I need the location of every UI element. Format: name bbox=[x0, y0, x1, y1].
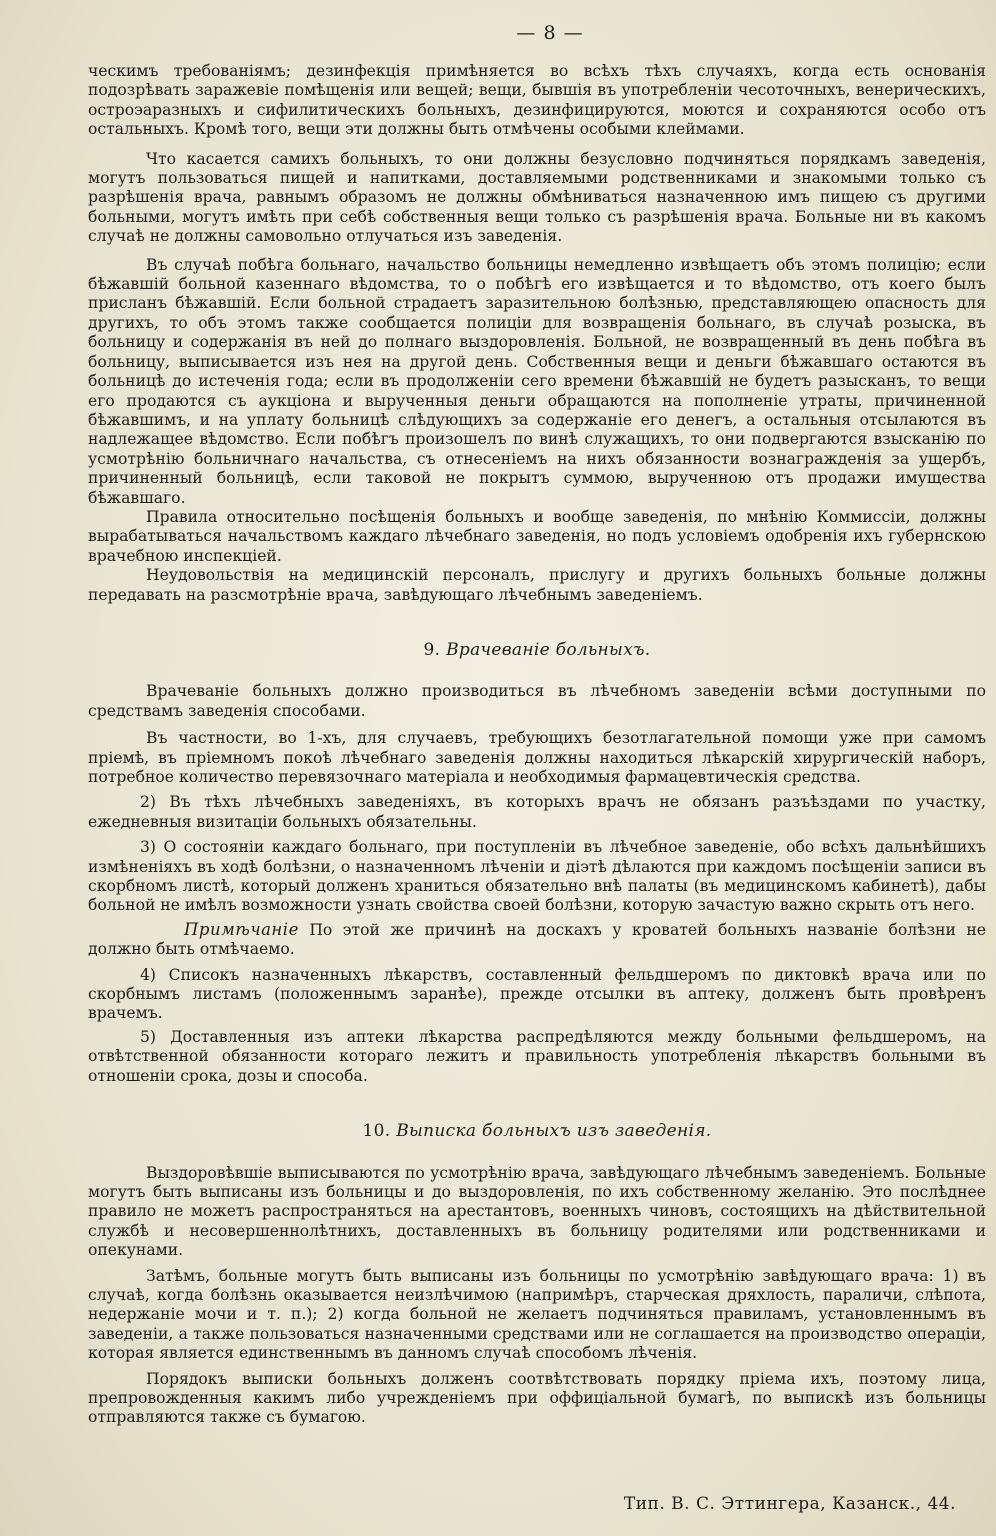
section-9-item-2: 2) Въ тѣхъ лѣчебныхъ заведеніяхъ, въ которыхъ врачъ не обязанъ разъѣздами по участку, ежедневныя визитаціи больныхъ обязательны. bbox=[88, 793, 986, 831]
section-9-item-5: 5) Доставленныя изъ аптеки лѣкарства распредѣляются между больными фельдшеромъ, на отвѣтственной обязанности котораго лежитъ и правильность употребленія лѣкарствъ больными въ отношеніи срока, дозы и способа. bbox=[88, 1027, 986, 1085]
section-9-title: Врачеваніе больныхъ. bbox=[446, 639, 651, 660]
page-number: — 8 — bbox=[516, 22, 584, 44]
section-9-item-3: 3) О состояніи каждаго больнаго, при поступленіи въ лѣчебное заведеніе, обо всѣхъ дальнѣйшихъ измѣненіяхъ въ ходѣ болѣзни, о назначенномъ лѣченіи и діэтѣ дѣлаются при каждомъ посѣщеніи записи въ скорбномъ листѣ, который долженъ храниться обязательно внѣ палаты (въ медицинскомъ кабинетѣ), дабы больной не имѣлъ возможности узнать свойства своей болѣзни, которую зачастую важно скрыть отъ него. bbox=[88, 838, 986, 915]
printer-imprint: Тип. В. С. Эттингера, Казанск., 44. bbox=[623, 1494, 956, 1514]
section-10-title: Выписка больныхъ изъ заведенія. bbox=[396, 1121, 712, 1142]
paragraph-escape: Въ случаѣ побѣга больнаго, начальство больницы немедленно извѣщаетъ объ этомъ полицію; если бѣжавшій больной казеннаго вѣдомства, то о побѣгѣ его извѣщается и то вѣдомство, отъ коего былъ присланъ бѣжавшій. Если больной страдаетъ заразительною болѣзнью, представляющею опасность для другихъ, то объ этомъ также сообщается полиціи для возвращенія больнаго, въ случаѣ розыска, въ больницу и содержанія въ ней до полнаго выздоровленія. Больной, не возвращенный въ день побѣга въ больницу, выписывается изъ нея на другой день. Собственныя вещи и деньги бѣжавшаго остаются въ больницѣ до истеченія года; если въ продолженіи сего времени бѣжавшій не будетъ разысканъ, то вещи его продаются съ аукціона и вырученныя деньги обращаются на пополненіе утраты, причиненной бѣжавшимъ, и на уплату больницѣ слѣдующихъ за содержаніе его денегъ, а остальныя отсылаются въ надлежащее вѣдомство. Если побѣгъ произошелъ по винѣ служащихъ, то они подвергаются взысканію по усмотрѣнію больничнаго начальства, съ отнесеніемъ на нихъ обязанности вознагражденія за ущербъ, причиненный больницѣ, если таковой не покрытъ суммою, вырученною отъ продажи имущества бѣжавшаго. bbox=[88, 255, 986, 507]
section-9-note bbox=[88, 920, 986, 960]
section-9-heading bbox=[88, 641, 986, 660]
section-10-number: 10. bbox=[362, 1121, 391, 1142]
section-9-item-4: 4) Списокъ назначенныхъ лѣкарствъ, составленный фельдшеромъ по диктовкѣ врача или по скорбнымъ листамъ (положеннымъ заранѣе), прежде отсылки въ аптеку, долженъ быть провѣренъ врачемъ. bbox=[88, 965, 986, 1023]
paragraph-visiting-rules: Правила относительно посѣщенія больныхъ и вообще заведенія, по мнѣнію Коммиссіи, должны вырабатываться начальствомъ каждаго лѣчебнаго заведенія, но подъ условіемъ одобренія ихъ губернскою врачебною инспекціей. bbox=[88, 507, 986, 565]
paragraph-continuation: ческимъ требованіямъ; дезинфекція примѣняется во всѣхъ тѣхъ случаяхъ, когда есть основанія подозрѣвать заражевіе помѣщенія или вещей; вещи, бывшія въ употребленіи чесоточныхъ, венерическихъ, остроэаразныхъ и сифилитическихъ больныхъ, дезинфицируются, моются и сохраняются особо отъ остальныхъ. Кромѣ того, вещи эти должны быть отмѣчены особыми клеймами. bbox=[88, 62, 986, 139]
paragraph-patients-rules: Что касается самихъ больныхъ, то они должны безусловно подчиняться порядкамъ заведенія, могутъ пользоваться пищей и напитками, доставляемыми родственниками и знакомыми только съ разрѣшенія врача, равнымъ образомъ не должны обмѣниваться назначенною имъ пищею съ другими больными, могутъ имѣть при себѣ собственныя вещи только съ разрѣшенія врача. Больные ни въ какомъ случаѣ не должны самовольно отлучаться изъ заведенія. bbox=[88, 149, 986, 246]
paragraph-complaints: Неудовольствія на медицинскій персоналъ, прислугу и другихъ больныхъ больные должны передавать на разсмотрѣніе врача, завѣдующаго лѣчебнымъ заведеніемъ. bbox=[88, 566, 986, 604]
section-10-paragraph: Выздоровѣвшіе выписываются по усмотрѣнію врача, завѣдующаго лѣчебнымъ заведеніемъ. Больные могутъ быть выписаны изъ больницы и до выздоровленія, по ихъ собственному желанію. Это послѣднее правило не можетъ распространяться на арестантовъ, военныхъ чиновъ, состоящихъ на дѣйствительной службѣ и несовершеннолѣтнихъ, доставленныхъ въ больницу родителями или родственниками и опекунами. bbox=[88, 1163, 986, 1260]
note-text: По этой же причинѣ на доскахъ у кроватей больныхъ названіе болѣзни не должно быть отмѣчаемо. bbox=[88, 920, 986, 959]
section-10-paragraph: Затѣмъ, больные могутъ быть выписаны изъ больницы по усмотрѣнію завѣдующаго врача: 1) въ случаѣ, когда болѣзнь оказывается неизлѣчимою (напримѣръ, старческая дряхлость, параличи, слѣпота, недержаніе мочи и т. п.); 2) когда больной не желаетъ подчиняться правиламъ, установленнымъ въ заведеніи, а также пользоваться назначенными средствами или не соглашается на производство операціи, которая является единственнымъ въ данномъ случаѣ способомъ лѣченія. bbox=[88, 1266, 986, 1363]
section-10-heading bbox=[88, 1122, 986, 1141]
page-content bbox=[88, 62, 986, 1428]
section-9-number: 9. bbox=[423, 639, 441, 660]
section-9-paragraph: Въ частности, во 1-хъ, для случаевъ, требующихъ безотлагательной помощи уже при самомъ пріемѣ, въ пріемномъ покоѣ лѣчебнаго заведенія должны находиться лѣкарскій хирургическій наборъ, потребное количество перевязочнаго матеріала и необходимыя фармацевтическія средства. bbox=[88, 729, 986, 786]
section-10-paragraph: Порядокъ выписки больныхъ долженъ соотвѣтствовать порядку пріема ихъ, поэтому лица, препровожденныя какимъ либо учрежденіемъ при оффиціальной бумагѣ, по выпискѣ изъ больницы отправляются также съ бумагою. bbox=[88, 1369, 986, 1427]
section-9-paragraph: Врачеваніе больныхъ должно производиться въ лѣчебномъ заведеніи всѣми доступными по средствамъ заведенія способами. bbox=[88, 682, 986, 720]
note-label: Примѣчаніе bbox=[184, 919, 299, 939]
